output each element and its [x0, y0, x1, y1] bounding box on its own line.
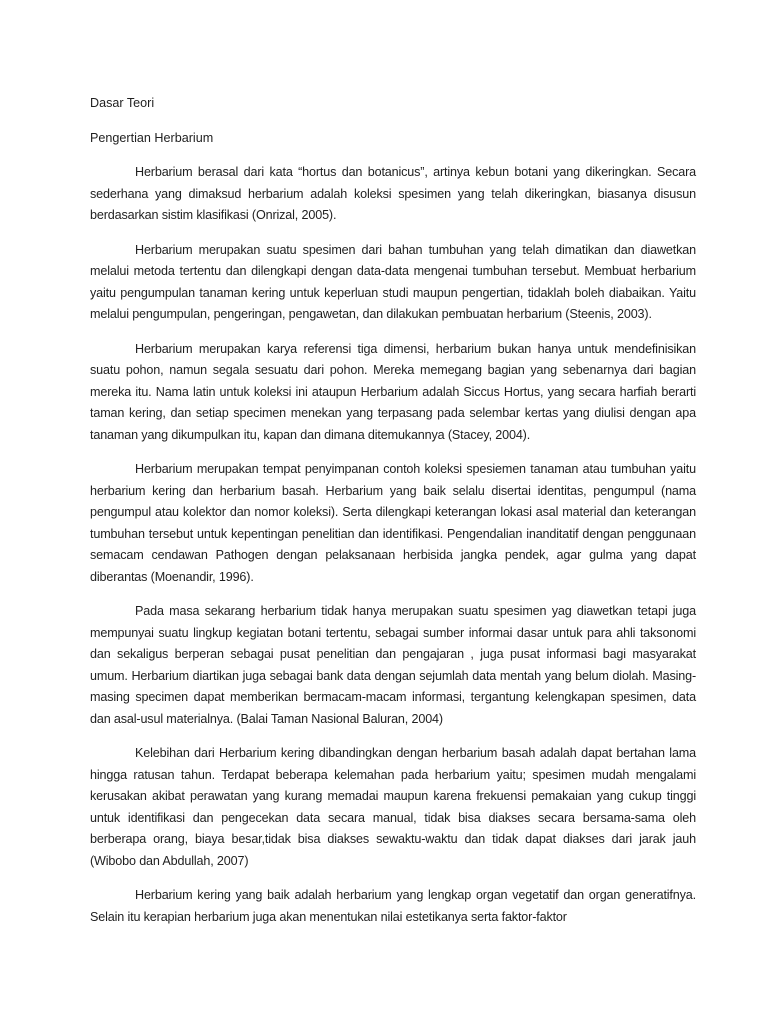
- subsection-title: Pengertian Herbarium: [90, 131, 214, 145]
- paragraph: Pada masa sekarang herbarium tidak hanya merupakan suatu spesimen yag diawetkan tetapi juga mempunyai suatu lingkup kegiatan botani tertentu, sebagai sumber informai dasar untuk para ahli taksonomi dan sekaligus berperan sebagai pusat penelitian dan pengajaran , juga pusat informasi bagi masyarakat umum. Herbarium diartikan juga sebagai bank data dengan sejumlah data mentah yang belum diolah. Masing-masing specimen dapat memberikan bermacam-macam informasi, tergantung kelengkapan spesimen, data dan asal-usul materialnya. (Balai Taman Nasional Baluran, 2004): [90, 604, 696, 726]
- paragraph: Herbarium merupakan suatu spesimen dari bahan tumbuhan yang telah dimatikan dan diawetkan melalui metoda tertentu dan dilengkapi dengan data-data mengenai tumbuhan tersebut. Membuat herbarium yaitu pengumpulan tanaman kering untuk keperluan studi maupun pengertian, tidaklah boleh diabaikan. Yaitu melalui pengumpulan, pengeringan, pengawetan, dan dilakukan pembuatan herbarium (Steenis, 2003).: [90, 242, 696, 321]
- paragraph: Herbarium berasal dari kata “hortus dan botanicus”, artinya kebun botani yang dikeringkan. Secara sederhana yang dimaksud herbarium adalah koleksi spesimen yang telah dikeringkan, biasanya disusun berdasarkan sistim klasifikasi (Onrizal, 2005).: [90, 165, 696, 222]
- paragraph: Herbarium kering yang baik adalah herbarium yang lengkap organ vegetatif dan organ generatifnya. Selain itu kerapian herbarium juga akan menentukan nilai estetikanya serta faktor-faktor: [90, 888, 696, 924]
- paragraph: Herbarium merupakan tempat penyimpanan contoh koleksi spesiemen tanaman atau tumbuhan yaitu herbarium kering dan herbarium basah. Herbarium yang baik selalu disertai identitas, pengumpul (nama pengumpul atau kolektor dan nomor koleksi). Serta dilengkapi keterangan lokasi asal material dan keterangan tumbuhan tersebut untuk kepentingan penelitian dan identifikasi. Pengendalian inanditatif dengan penggunaan semacam cendawan Pathogen dengan pelaksanaan herbisida jangka pendek, agar gulma yang dapat diberantas (Moenandir, 1996).: [90, 462, 696, 584]
- section-title: Dasar Teori: [90, 96, 155, 110]
- paragraph: Kelebihan dari Herbarium kering dibandingkan dengan herbarium basah adalah dapat bertahan lama hingga ratusan tahun. Terdapat beberapa kelemahan pada herbarium yaitu; spesimen mudah mengalami kerusakan akibat perawatan yang kurang memadai maupun karena frekuensi pemakaian yang cukup tinggi untuk identifikasi dan pengecekan data secara manual, tidak bisa diakses secara bersama-sama oleh berberapa orang, biaya besar,tidak bisa diakses sewaktu-waktu dan tidak dapat diakses dari jarak jauh (Wibobo dan Abdullah, 2007): [90, 746, 696, 868]
- paragraph: Herbarium merupakan karya referensi tiga dimensi, herbarium bukan hanya untuk mendefinisikan suatu pohon, namun segala sesuatu dari pohon. Mereka memegang bagian yang sebenarnya dari bagian mereka itu. Nama latin untuk koleksi ini ataupun Herbarium adalah Siccus Hortus, yang secara harfiah berarti taman kering, dan setiap specimen menekan yang terpasang pada selembar kertas yang diulisi dengan apa tanaman yang dikumpulkan itu, kapan dan dimana ditemukannya (Stacey, 2004).: [90, 341, 696, 442]
